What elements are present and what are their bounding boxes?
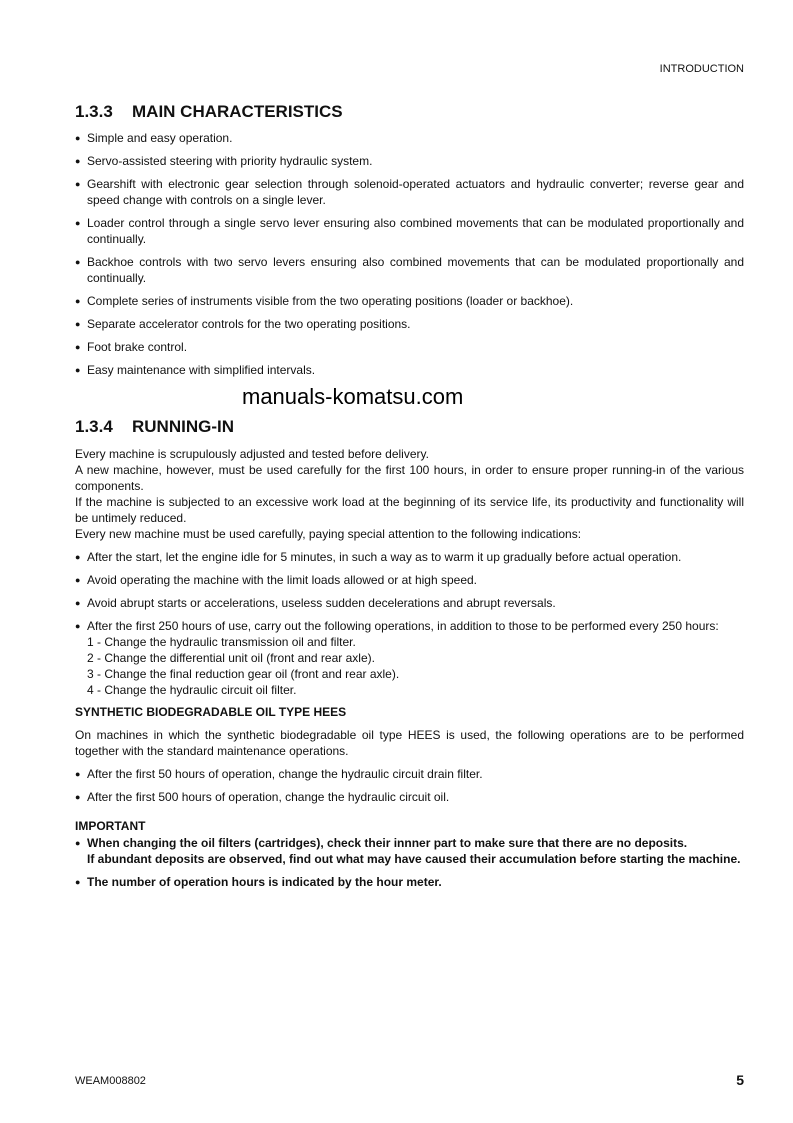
page-body [75,102,744,897]
list-item: ● Servo-assisted steering with priority hydraulic system. [75,154,373,168]
important-heading: IMPORTANT [75,819,146,833]
section-title: RUNNING-IN [132,417,234,436]
list-item: ● After the start, let the engine idle for 5 minutes, in such a way as to warm it up gradually before actual operation. [75,550,682,564]
list-item: ● After the first 500 hours of operation, change the hydraulic circuit oil. [75,790,450,804]
page-number: 5 [736,1072,744,1088]
list-item: ● Separate accelerator controls for the two operating positions. [75,317,411,331]
step-list [87,634,744,698]
step: 1 - Change the hydraulic transmission oil and filter. [87,635,356,649]
paragraph: On machines in which the synthetic biodegradable oil type HEES is used, the following operations are to be performed together with the standard maintenance operations. [75,728,744,758]
list-item: ● Complete series of instruments visible from the two operating positions (loader or backhoe). [75,294,574,308]
list-item: ● Gearshift with electronic gear selection through solenoid-operated actuators and hydraulic converter; reverse gear and speed change with controls on a single lever. [75,177,744,207]
section-title: MAIN CHARACTERISTICS [132,102,343,121]
paragraph: A new machine, however, must be used carefully for the first 100 hours, in order to ensure proper running-in of the various components. [75,463,744,493]
paragraph: Every machine is scrupulously adjusted and tested before delivery. [75,447,429,461]
section-number: 1.3.4 [75,417,113,436]
section-heading-1-3-4 [75,417,744,437]
list-item: ● Avoid operating the machine with the limit loads allowed or at high speed. [75,573,478,587]
list-item: ● Simple and easy operation. [75,131,233,145]
list-item: ● Avoid abrupt starts or accelerations, useless sudden decelerations and abrupt reversals. [75,596,556,610]
list-item: ● Loader control through a single servo lever ensuring also combined movements that can be modulated proportionally and continually. [75,216,744,246]
step: 3 - Change the final reduction gear oil (front and rear axle). [87,667,400,681]
list-item: ● Foot brake control. [75,340,188,354]
list-item: ● After the first 50 hours of operation, change the hydraulic circuit drain filter. [75,767,483,781]
paragraph: If the machine is subjected to an excessive work load at the beginning of its service life, its productivity and functionality will be untimely reduced. [75,495,744,525]
running-header: INTRODUCTION [659,63,744,75]
important-item: ● When changing the oil filters (cartridges), check their innner part to make sure that there are no deposits. If abundant deposits are observed, find out what may have caused their accumulation before starting the machine. [75,836,741,866]
list-item: ● After the first 250 hours of use, carry out the following operations, in addition to those to be performed every 250 hours: 1 - Change the hydraulic transmission oil and filter. 2 - Change the differential unit oil (front and rear axle). 3 - Change the final reduction gear oil (front and rear axle). 4 - Change the hydraulic circuit oil filter. [75,618,744,698]
step: 4 - Change the hydraulic circuit oil filter. [87,683,297,697]
step: 2 - Change the differential unit oil (front and rear axle). [87,651,375,665]
document-code: WEAM008802 [75,1075,146,1087]
subheading-hees: SYNTHETIC BIODEGRADABLE OIL TYPE HEES [75,705,347,719]
section-number: 1.3.3 [75,102,113,121]
list-item: ● Backhoe controls with two servo levers ensuring also combined movements that can be modulated proportionally and continually. [75,255,744,285]
intro-paragraphs [75,446,744,542]
watermark: manuals-komatsu.com [242,384,464,409]
list-item: ● Easy maintenance with simplified intervals. [75,363,316,377]
important-item: ● The number of operation hours is indicated by the hour meter. [75,875,442,889]
paragraph: Every new machine must be used carefully, paying special attention to the following indications: [75,527,582,541]
section-heading-1-3-3 [75,102,744,122]
